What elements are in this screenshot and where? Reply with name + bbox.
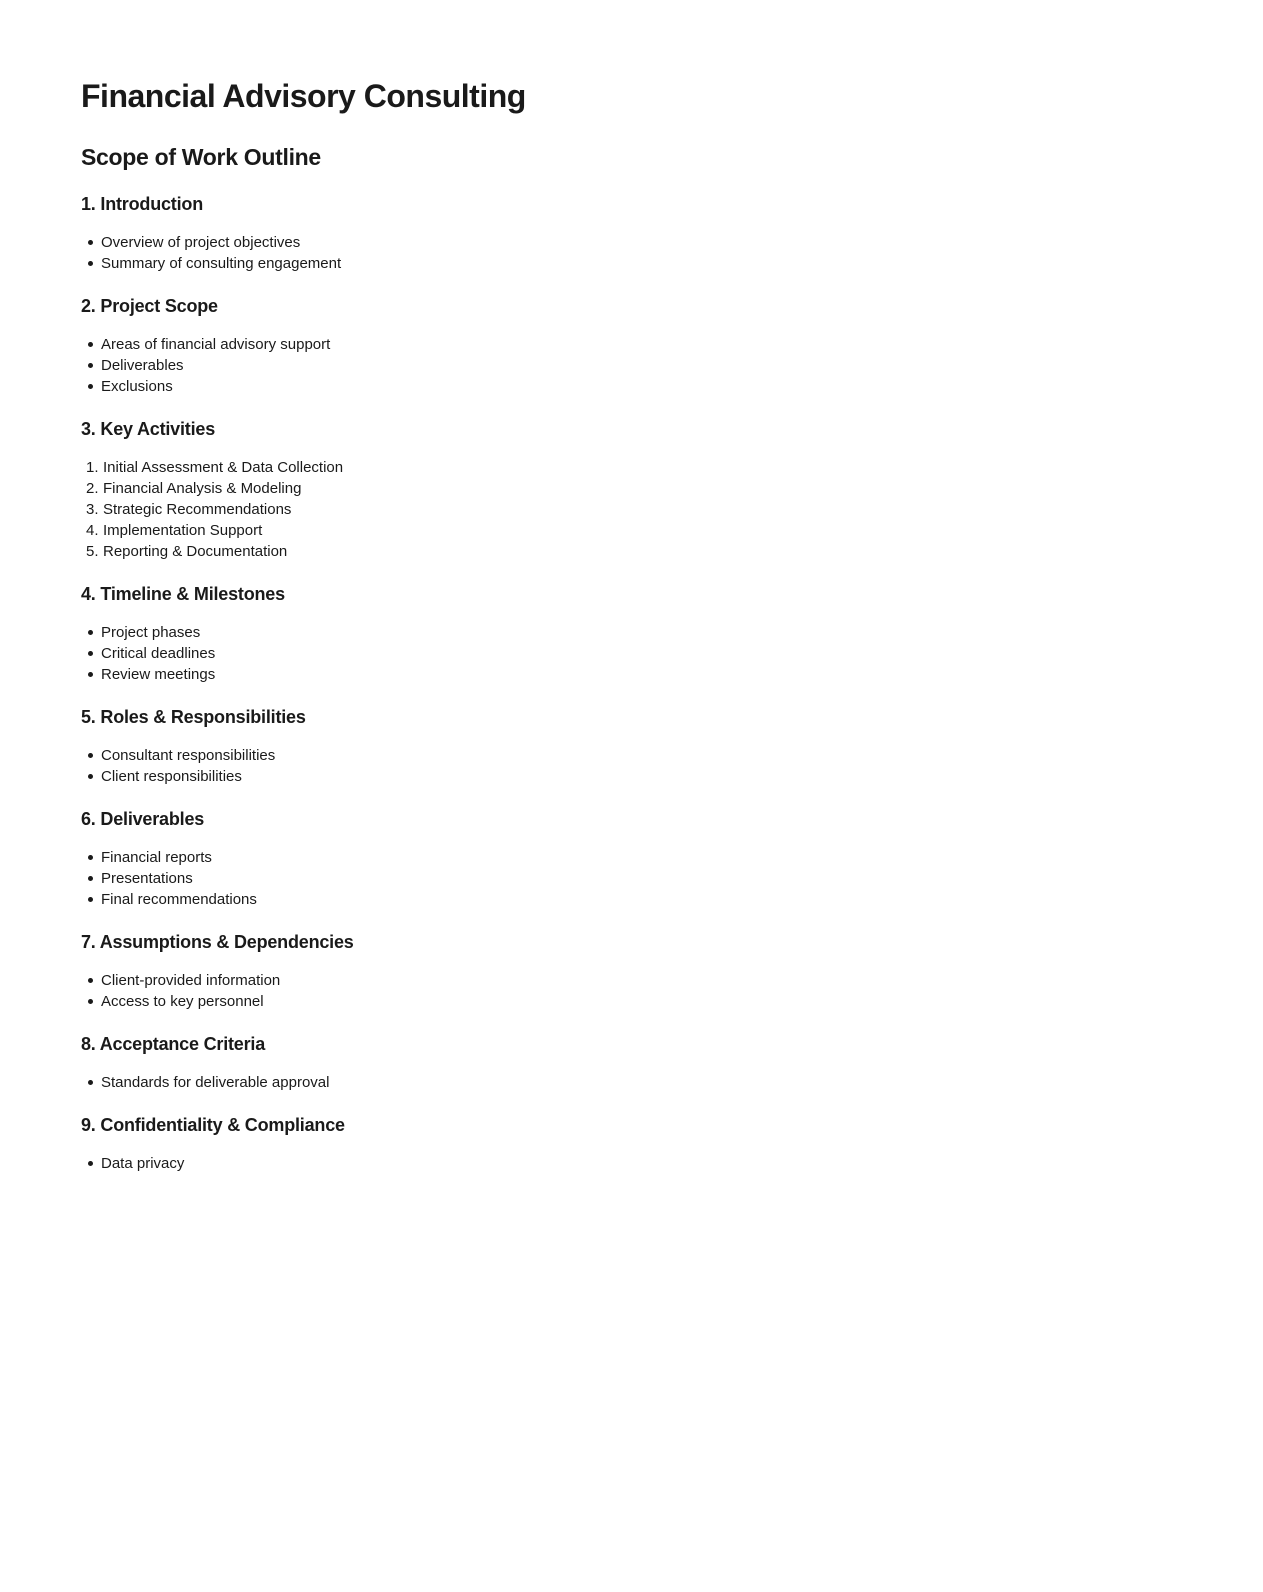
bullet-icon (88, 672, 93, 677)
list-item-text: Critical deadlines (101, 645, 216, 662)
bullet-list (81, 622, 1182, 685)
list-item (81, 541, 1182, 562)
list-item (81, 622, 1182, 643)
list-item-text: Final recommendations (101, 891, 257, 908)
list-item (81, 889, 1182, 910)
section-deliverables (81, 808, 1182, 910)
bullet-icon (88, 978, 93, 983)
list-item-number: 4. (86, 522, 99, 539)
list-item-text: Exclusions (101, 378, 173, 395)
section-heading: 7. Assumptions & Dependencies (81, 932, 354, 952)
section-heading: 2. Project Scope (81, 296, 218, 316)
list-item-text: Overview of project objectives (101, 234, 301, 251)
bullet-list (81, 970, 1182, 1012)
list-item (81, 520, 1182, 541)
list-item-text: Data privacy (101, 1155, 185, 1172)
ordered-list (81, 457, 1182, 562)
list-item (81, 232, 1182, 253)
section-project-scope (81, 295, 1182, 397)
list-item-text: Summary of consulting engagement (101, 255, 342, 272)
bullet-icon (88, 651, 93, 656)
list-item-text: Project phases (101, 624, 201, 641)
list-item-text: Strategic Recommendations (103, 501, 292, 518)
list-item-number: 3. (86, 501, 99, 518)
bullet-icon (88, 363, 93, 368)
bullet-list (81, 1072, 1182, 1093)
list-item-number: 1. (86, 459, 99, 476)
section-heading: 3. Key Activities (81, 419, 215, 439)
list-item (81, 334, 1182, 355)
list-item-text: Standards for deliverable approval (101, 1074, 330, 1091)
section-heading: 6. Deliverables (81, 809, 205, 829)
bullet-list (81, 745, 1182, 787)
list-item-text: Implementation Support (103, 522, 263, 539)
section-introduction (81, 193, 1182, 274)
list-item-text: Financial reports (101, 849, 212, 866)
bullet-icon (88, 630, 93, 635)
bullet-icon (88, 753, 93, 758)
list-item (81, 664, 1182, 685)
list-item (81, 991, 1182, 1012)
list-item (81, 355, 1182, 376)
bullet-icon (88, 897, 93, 902)
list-item-text: Initial Assessment & Data Collection (103, 459, 344, 476)
list-item (81, 643, 1182, 664)
list-item-text: Client responsibilities (101, 768, 242, 785)
list-item-number: 2. (86, 480, 99, 497)
list-item-text: Financial Analysis & Modeling (103, 480, 302, 497)
list-item (81, 478, 1182, 499)
list-item (81, 766, 1182, 787)
section-timeline-milestones (81, 583, 1182, 685)
bullet-icon (88, 855, 93, 860)
bullet-icon (88, 876, 93, 881)
list-item-text: Reporting & Documentation (103, 543, 288, 560)
list-item (81, 499, 1182, 520)
bullet-icon (88, 1080, 93, 1085)
section-roles-responsibilities (81, 706, 1182, 787)
bullet-list (81, 847, 1182, 910)
document-title: Financial Advisory Consulting (81, 78, 526, 114)
section-assumptions-dependencies (81, 931, 1182, 1012)
section-heading: 5. Roles & Responsibilities (81, 707, 306, 727)
list-item-text: Consultant responsibilities (101, 747, 276, 764)
section-heading: 1. Introduction (81, 194, 203, 214)
list-item (81, 970, 1182, 991)
bullet-list (81, 1153, 1182, 1174)
list-item (81, 745, 1182, 766)
section-acceptance-criteria (81, 1033, 1182, 1093)
section-heading: 4. Timeline & Milestones (81, 584, 285, 604)
list-item (81, 457, 1182, 478)
bullet-icon (88, 261, 93, 266)
list-item (81, 1072, 1182, 1093)
section-key-activities (81, 418, 1182, 562)
list-item (81, 847, 1182, 868)
list-item (81, 253, 1182, 274)
section-heading: 9. Confidentiality & Compliance (81, 1115, 345, 1135)
list-item-text: Client-provided information (101, 972, 281, 989)
list-item-text: Review meetings (101, 666, 216, 683)
list-item-text: Areas of financial advisory support (101, 336, 331, 353)
list-item-number: 5. (86, 543, 99, 560)
bullet-list (81, 232, 1182, 274)
bullet-icon (88, 240, 93, 245)
bullet-icon (88, 384, 93, 389)
bullet-icon (88, 342, 93, 347)
bullet-icon (88, 774, 93, 779)
document-subtitle: Scope of Work Outline (81, 144, 321, 170)
bullet-icon (88, 1161, 93, 1166)
bullet-icon (88, 999, 93, 1004)
section-heading: 8. Acceptance Criteria (81, 1034, 266, 1054)
section-confidentiality-compliance (81, 1114, 1182, 1174)
list-item (81, 376, 1182, 397)
bullet-list (81, 334, 1182, 397)
list-item-text: Presentations (101, 870, 193, 887)
list-item-text: Access to key personnel (101, 993, 264, 1010)
list-item (81, 868, 1182, 889)
list-item (81, 1153, 1182, 1174)
list-item-text: Deliverables (101, 357, 184, 374)
